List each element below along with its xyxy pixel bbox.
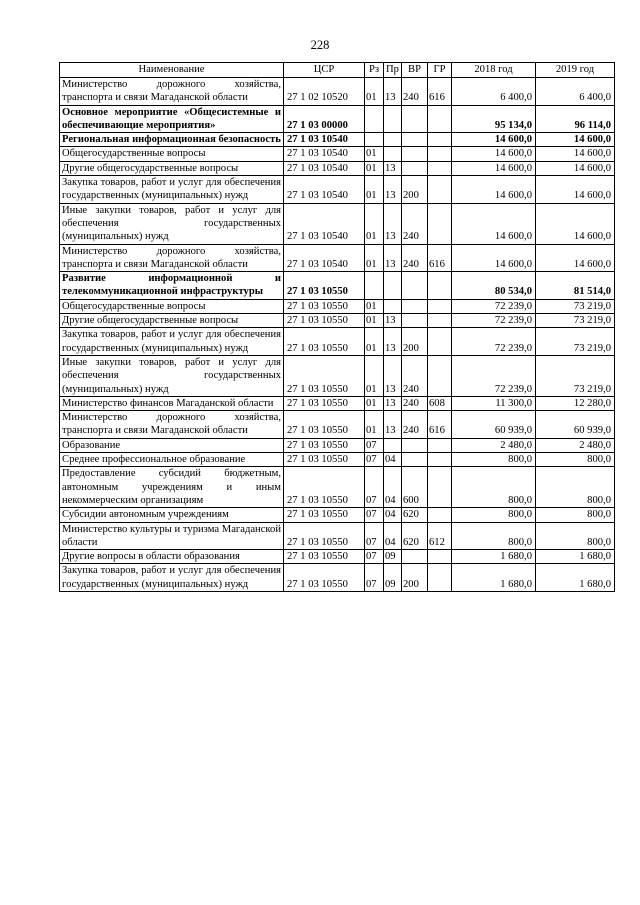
cell-2018: 800,0 <box>452 522 536 550</box>
cell-name: Закупка товаров, работ и услуг для обеспечения государственных (муниципальных) нужд <box>60 328 284 356</box>
table-row <box>60 328 615 356</box>
table-row <box>60 244 615 272</box>
cell-pr: 13 <box>384 78 402 106</box>
cell-vr: 620 <box>402 508 428 522</box>
table-row <box>60 176 615 204</box>
budget-table <box>59 62 615 592</box>
cell-csr: 27 1 03 10550 <box>284 396 365 410</box>
cell-csr: 27 1 03 10540 <box>284 161 365 175</box>
cell-pr: 13 <box>384 314 402 328</box>
cell-rz <box>365 133 384 147</box>
cell-csr: 27 1 03 10550 <box>284 355 365 396</box>
cell-csr: 27 1 03 00000 <box>284 105 365 133</box>
cell-pr <box>384 147 402 161</box>
cell-2018: 1 680,0 <box>452 550 536 564</box>
cell-name: Субсидии автономным учреждениям <box>60 508 284 522</box>
cell-vr: 240 <box>402 244 428 272</box>
cell-2019: 14 600,0 <box>536 161 615 175</box>
table-row <box>60 522 615 550</box>
cell-pr <box>384 299 402 313</box>
cell-csr: 27 1 02 10520 <box>284 78 365 106</box>
cell-gr <box>428 203 452 244</box>
cell-rz: 01 <box>365 299 384 313</box>
cell-gr <box>428 438 452 452</box>
cell-2019: 800,0 <box>536 508 615 522</box>
cell-gr <box>428 314 452 328</box>
cell-gr <box>428 453 452 467</box>
cell-rz: 07 <box>365 564 384 592</box>
cell-vr <box>402 147 428 161</box>
table-row <box>60 550 615 564</box>
cell-vr <box>402 133 428 147</box>
cell-vr: 200 <box>402 564 428 592</box>
cell-gr <box>428 176 452 204</box>
table-row <box>60 355 615 396</box>
cell-csr: 27 1 03 10550 <box>284 438 365 452</box>
cell-2018: 72 239,0 <box>452 355 536 396</box>
cell-csr: 27 1 03 10550 <box>284 467 365 508</box>
cell-csr: 27 1 03 10540 <box>284 203 365 244</box>
cell-rz <box>365 105 384 133</box>
cell-rz <box>365 272 384 300</box>
cell-2018: 80 534,0 <box>452 272 536 300</box>
cell-name: Предоставление субсидий бюджетным, автономным учреждениям и иным некоммерческим организациям <box>60 467 284 508</box>
cell-2019: 1 680,0 <box>536 550 615 564</box>
cell-name: Министерство дорожного хозяйства, транспорта и связи Магаданской области <box>60 244 284 272</box>
cell-name: Образование <box>60 438 284 452</box>
cell-gr: 616 <box>428 244 452 272</box>
cell-csr: 27 1 03 10550 <box>284 314 365 328</box>
cell-2018: 60 939,0 <box>452 411 536 439</box>
table-row <box>60 78 615 106</box>
cell-2019: 73 219,0 <box>536 328 615 356</box>
cell-2019: 14 600,0 <box>536 244 615 272</box>
cell-2019: 2 480,0 <box>536 438 615 452</box>
cell-name: Министерство культуры и туризма Магаданской области <box>60 522 284 550</box>
cell-vr <box>402 161 428 175</box>
cell-vr <box>402 550 428 564</box>
cell-2018: 72 239,0 <box>452 328 536 356</box>
cell-pr: 13 <box>384 203 402 244</box>
table-body <box>60 78 615 592</box>
cell-vr: 200 <box>402 328 428 356</box>
cell-pr: 13 <box>384 411 402 439</box>
cell-rz: 01 <box>365 78 384 106</box>
cell-rz: 07 <box>365 522 384 550</box>
cell-pr: 13 <box>384 176 402 204</box>
cell-gr: 612 <box>428 522 452 550</box>
table-row <box>60 203 615 244</box>
cell-gr <box>428 147 452 161</box>
cell-2018: 72 239,0 <box>452 314 536 328</box>
cell-vr: 600 <box>402 467 428 508</box>
cell-gr: 608 <box>428 396 452 410</box>
header-2019: 2019 год <box>536 63 615 78</box>
cell-name: Министерство дорожного хозяйства, транспорта и связи Магаданской области <box>60 411 284 439</box>
cell-2018: 14 600,0 <box>452 147 536 161</box>
cell-2019: 14 600,0 <box>536 203 615 244</box>
cell-vr <box>402 438 428 452</box>
cell-pr: 13 <box>384 355 402 396</box>
cell-2019: 6 400,0 <box>536 78 615 106</box>
table-row <box>60 396 615 410</box>
table-row <box>60 133 615 147</box>
cell-vr <box>402 453 428 467</box>
cell-gr <box>428 133 452 147</box>
cell-vr: 240 <box>402 203 428 244</box>
cell-name: Министерство финансов Магаданской области <box>60 396 284 410</box>
cell-gr: 616 <box>428 411 452 439</box>
table-row <box>60 105 615 133</box>
cell-vr: 240 <box>402 396 428 410</box>
cell-gr <box>428 508 452 522</box>
cell-csr: 27 1 03 10540 <box>284 133 365 147</box>
cell-name: Развитие информационной и телекоммуникационной инфраструктуры <box>60 272 284 300</box>
cell-csr: 27 1 03 10540 <box>284 244 365 272</box>
cell-name: Региональная информационная безопасность <box>60 133 284 147</box>
cell-2019: 12 280,0 <box>536 396 615 410</box>
cell-rz: 07 <box>365 453 384 467</box>
cell-gr <box>428 105 452 133</box>
cell-csr: 27 1 03 10550 <box>284 564 365 592</box>
cell-gr <box>428 299 452 313</box>
cell-csr: 27 1 03 10540 <box>284 176 365 204</box>
cell-vr <box>402 272 428 300</box>
cell-pr <box>384 272 402 300</box>
cell-2019: 73 219,0 <box>536 355 615 396</box>
cell-vr: 200 <box>402 176 428 204</box>
cell-rz: 07 <box>365 550 384 564</box>
cell-pr: 13 <box>384 396 402 410</box>
cell-2018: 95 134,0 <box>452 105 536 133</box>
cell-rz: 01 <box>365 314 384 328</box>
cell-name: Закупка товаров, работ и услуг для обеспечения государственных (муниципальных) нужд <box>60 564 284 592</box>
cell-2019: 1 680,0 <box>536 564 615 592</box>
cell-2018: 800,0 <box>452 467 536 508</box>
cell-gr <box>428 355 452 396</box>
cell-rz: 07 <box>365 438 384 452</box>
table-row <box>60 147 615 161</box>
cell-rz: 01 <box>365 176 384 204</box>
cell-2018: 72 239,0 <box>452 299 536 313</box>
cell-2019: 14 600,0 <box>536 176 615 204</box>
cell-name: Другие вопросы в области образования <box>60 550 284 564</box>
cell-vr <box>402 105 428 133</box>
cell-pr: 04 <box>384 453 402 467</box>
cell-2019: 800,0 <box>536 453 615 467</box>
cell-rz: 07 <box>365 467 384 508</box>
cell-2018: 2 480,0 <box>452 438 536 452</box>
cell-vr: 620 <box>402 522 428 550</box>
cell-rz: 01 <box>365 147 384 161</box>
cell-name: Основное мероприятие «Общесистемные и обеспечивающие мероприятия» <box>60 105 284 133</box>
cell-2018: 800,0 <box>452 508 536 522</box>
cell-pr: 13 <box>384 328 402 356</box>
cell-pr <box>384 438 402 452</box>
cell-name: Общегосударственные вопросы <box>60 147 284 161</box>
cell-rz: 01 <box>365 411 384 439</box>
cell-2019: 14 600,0 <box>536 147 615 161</box>
cell-2018: 11 300,0 <box>452 396 536 410</box>
cell-2019: 14 600,0 <box>536 133 615 147</box>
cell-2018: 1 680,0 <box>452 564 536 592</box>
cell-2019: 60 939,0 <box>536 411 615 439</box>
cell-2018: 14 600,0 <box>452 244 536 272</box>
table-row <box>60 453 615 467</box>
cell-csr: 27 1 03 10550 <box>284 550 365 564</box>
cell-pr <box>384 133 402 147</box>
cell-2019: 800,0 <box>536 522 615 550</box>
cell-vr: 240 <box>402 78 428 106</box>
cell-2019: 96 114,0 <box>536 105 615 133</box>
cell-rz: 01 <box>365 328 384 356</box>
cell-2019: 73 219,0 <box>536 299 615 313</box>
cell-name: Другие общегосударственные вопросы <box>60 314 284 328</box>
cell-2018: 14 600,0 <box>452 203 536 244</box>
cell-gr <box>428 467 452 508</box>
cell-pr: 09 <box>384 564 402 592</box>
header-vr: ВР <box>402 63 428 78</box>
cell-vr: 240 <box>402 411 428 439</box>
cell-rz: 01 <box>365 203 384 244</box>
cell-csr: 27 1 03 10550 <box>284 299 365 313</box>
table-row <box>60 508 615 522</box>
header-pr: Пр <box>384 63 402 78</box>
cell-name: Среднее профессиональное образование <box>60 453 284 467</box>
header-csr: ЦСР <box>284 63 365 78</box>
cell-vr <box>402 299 428 313</box>
cell-pr: 09 <box>384 550 402 564</box>
cell-vr <box>402 314 428 328</box>
cell-csr: 27 1 03 10550 <box>284 328 365 356</box>
cell-gr <box>428 161 452 175</box>
cell-name: Другие общегосударственные вопросы <box>60 161 284 175</box>
cell-pr: 04 <box>384 467 402 508</box>
cell-csr: 27 1 03 10550 <box>284 272 365 300</box>
cell-name: Иные закупки товаров, работ и услуг для обеспечения государственных (муниципальных) нужд <box>60 203 284 244</box>
table-row <box>60 161 615 175</box>
cell-2018: 14 600,0 <box>452 176 536 204</box>
table-row <box>60 438 615 452</box>
cell-pr: 04 <box>384 508 402 522</box>
cell-rz: 01 <box>365 355 384 396</box>
cell-name: Иные закупки товаров, работ и услуг для обеспечения государственных (муниципальных) нужд <box>60 355 284 396</box>
cell-rz: 01 <box>365 244 384 272</box>
table-row <box>60 564 615 592</box>
cell-2018: 6 400,0 <box>452 78 536 106</box>
cell-2019: 81 514,0 <box>536 272 615 300</box>
cell-pr: 13 <box>384 161 402 175</box>
cell-2018: 14 600,0 <box>452 161 536 175</box>
cell-vr: 240 <box>402 355 428 396</box>
cell-gr <box>428 550 452 564</box>
cell-csr: 27 1 03 10550 <box>284 522 365 550</box>
table-row <box>60 299 615 313</box>
cell-name: Общегосударственные вопросы <box>60 299 284 313</box>
table-row <box>60 411 615 439</box>
cell-pr: 04 <box>384 522 402 550</box>
cell-gr <box>428 272 452 300</box>
table-header-row <box>60 63 615 78</box>
header-rz: Рз <box>365 63 384 78</box>
cell-gr <box>428 564 452 592</box>
cell-2019: 800,0 <box>536 467 615 508</box>
cell-rz: 07 <box>365 508 384 522</box>
cell-2018: 14 600,0 <box>452 133 536 147</box>
cell-csr: 27 1 03 10550 <box>284 411 365 439</box>
table-row <box>60 314 615 328</box>
cell-rz: 01 <box>365 396 384 410</box>
cell-csr: 27 1 03 10540 <box>284 147 365 161</box>
cell-pr <box>384 105 402 133</box>
cell-pr: 13 <box>384 244 402 272</box>
cell-gr: 616 <box>428 78 452 106</box>
cell-csr: 27 1 03 10550 <box>284 453 365 467</box>
cell-rz: 01 <box>365 161 384 175</box>
table-row <box>60 467 615 508</box>
header-name: Наименование <box>60 63 284 78</box>
cell-gr <box>428 328 452 356</box>
cell-2018: 800,0 <box>452 453 536 467</box>
header-gr: ГР <box>428 63 452 78</box>
cell-csr: 27 1 03 10550 <box>284 508 365 522</box>
table-row <box>60 272 615 300</box>
cell-name: Министерство дорожного хозяйства, транспорта и связи Магаданской области <box>60 78 284 106</box>
cell-2019: 73 219,0 <box>536 314 615 328</box>
header-2018: 2018 год <box>452 63 536 78</box>
cell-name: Закупка товаров, работ и услуг для обеспечения государственных (муниципальных) нужд <box>60 176 284 204</box>
page-number: 228 <box>310 38 330 52</box>
